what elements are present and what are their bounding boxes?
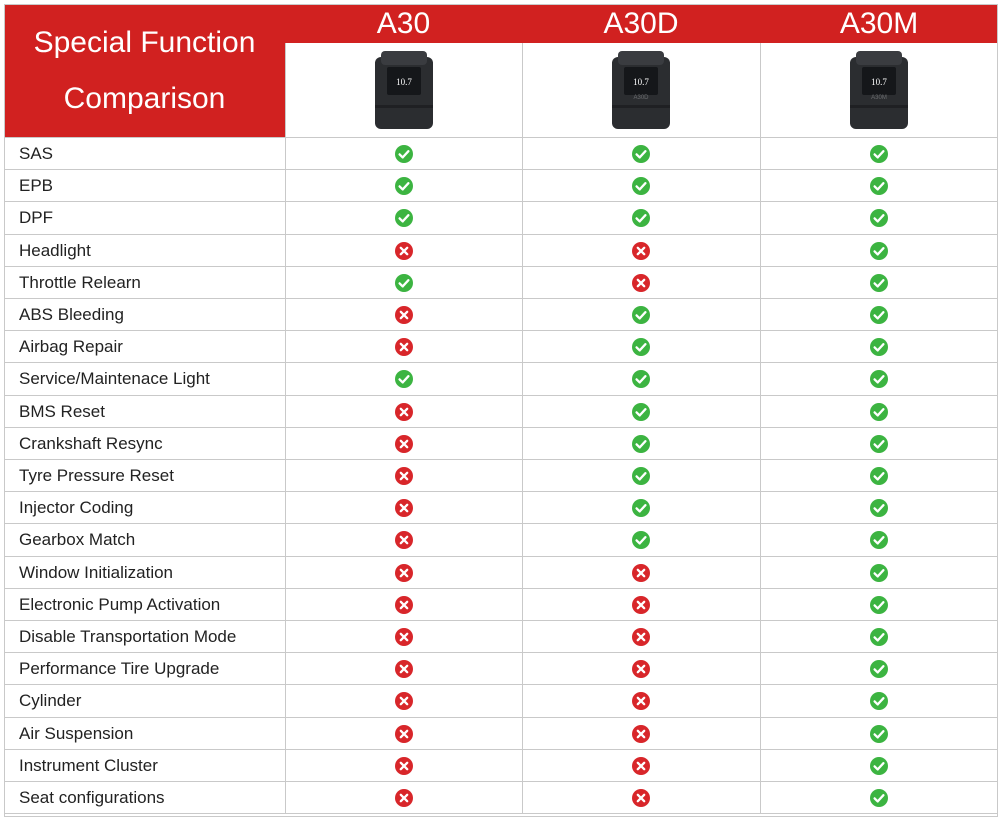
check-icon bbox=[870, 564, 888, 582]
cross-icon bbox=[395, 338, 413, 356]
function-label: BMS Reset bbox=[19, 401, 105, 421]
table-row bbox=[4, 330, 998, 362]
table-row bbox=[4, 395, 998, 427]
check-icon bbox=[395, 370, 413, 388]
table-row bbox=[4, 749, 998, 781]
table-row bbox=[4, 523, 998, 555]
cross-icon bbox=[395, 660, 413, 678]
check-icon bbox=[632, 403, 650, 421]
table-row bbox=[4, 620, 998, 652]
cross-icon bbox=[395, 596, 413, 614]
cross-icon bbox=[632, 564, 650, 582]
device-image-a30m bbox=[848, 49, 910, 131]
table-row bbox=[4, 427, 998, 459]
cross-icon bbox=[632, 725, 650, 743]
table-row bbox=[4, 684, 998, 716]
function-label: Crankshaft Resync bbox=[19, 433, 163, 453]
check-icon bbox=[870, 596, 888, 614]
cross-icon bbox=[395, 789, 413, 807]
cross-icon bbox=[395, 435, 413, 453]
device-screen-text: 10.7 bbox=[395, 77, 412, 87]
function-label: Instrument Cluster bbox=[19, 755, 158, 775]
title-line-2: Comparison bbox=[63, 81, 226, 115]
cross-icon bbox=[632, 660, 650, 678]
check-icon bbox=[870, 499, 888, 517]
cross-icon bbox=[395, 564, 413, 582]
cross-icon bbox=[395, 499, 413, 517]
table-row bbox=[4, 652, 998, 684]
cross-icon bbox=[632, 692, 650, 710]
table-row bbox=[4, 234, 998, 266]
check-icon bbox=[870, 403, 888, 421]
function-label: Service/Maintenace Light bbox=[19, 369, 210, 389]
device-image-a30d bbox=[610, 49, 672, 131]
product-image-cell-a30 bbox=[285, 43, 522, 137]
check-icon bbox=[632, 531, 650, 549]
cross-icon bbox=[632, 789, 650, 807]
check-icon bbox=[632, 467, 650, 485]
cross-icon bbox=[632, 757, 650, 775]
table-row bbox=[4, 298, 998, 330]
check-icon bbox=[870, 177, 888, 195]
check-icon bbox=[870, 242, 888, 260]
check-icon bbox=[870, 370, 888, 388]
device-image-a30 bbox=[373, 49, 435, 131]
function-label: Performance Tire Upgrade bbox=[19, 659, 220, 679]
cross-icon bbox=[395, 628, 413, 646]
check-icon bbox=[395, 209, 413, 227]
table-row bbox=[4, 362, 998, 394]
function-label: Injector Coding bbox=[19, 498, 134, 518]
check-icon bbox=[870, 209, 888, 227]
check-icon bbox=[632, 209, 650, 227]
function-label: Gearbox Match bbox=[19, 530, 136, 550]
table-row bbox=[4, 588, 998, 620]
column-header-a30m: A30M bbox=[839, 6, 919, 40]
function-label: Air Suspension bbox=[19, 723, 134, 743]
function-label: DPF bbox=[19, 208, 53, 228]
table-row bbox=[4, 459, 998, 491]
function-label: Tyre Pressure Reset bbox=[19, 466, 174, 485]
check-icon bbox=[632, 177, 650, 195]
device-model-label: A30M bbox=[871, 95, 887, 101]
cross-icon bbox=[632, 596, 650, 614]
cross-icon bbox=[395, 403, 413, 421]
function-label: EPB bbox=[19, 176, 54, 196]
cross-icon bbox=[395, 757, 413, 775]
table-row bbox=[4, 781, 998, 813]
title-line-1: Special Function bbox=[33, 25, 256, 59]
column-divider bbox=[285, 43, 286, 813]
cross-icon bbox=[395, 467, 413, 485]
check-icon bbox=[632, 435, 650, 453]
check-icon bbox=[870, 145, 888, 163]
table-row bbox=[4, 717, 998, 749]
column-divider bbox=[760, 43, 761, 813]
table-row bbox=[4, 201, 998, 233]
product-image-cell-a30m bbox=[760, 43, 998, 137]
column-header-a30d: A30D bbox=[603, 6, 679, 40]
check-icon bbox=[870, 757, 888, 775]
cross-icon bbox=[395, 242, 413, 260]
table-row bbox=[4, 169, 998, 201]
check-icon bbox=[632, 306, 650, 324]
table-bottom-border bbox=[4, 813, 998, 814]
column-header-a30: A30 bbox=[376, 6, 431, 40]
check-icon bbox=[632, 145, 650, 163]
check-icon bbox=[870, 692, 888, 710]
check-icon bbox=[870, 725, 888, 743]
device-screen-text: 10.7 bbox=[633, 77, 649, 87]
product-image-cell-a30d bbox=[522, 43, 760, 137]
device-screen-text: 10.7 bbox=[871, 77, 887, 87]
table-row bbox=[4, 556, 998, 588]
function-label: Disable Transportation Mode bbox=[19, 627, 237, 646]
function-label: Seat configurations bbox=[19, 788, 165, 807]
table-row bbox=[4, 266, 998, 298]
function-label: Electronic Pump Activation bbox=[19, 594, 221, 614]
check-icon bbox=[870, 531, 888, 549]
function-label: Cylinder bbox=[19, 691, 82, 711]
function-label: Airbag Repair bbox=[19, 337, 123, 357]
table-title bbox=[4, 4, 285, 137]
cross-icon bbox=[395, 725, 413, 743]
function-label: Window Initialization bbox=[19, 562, 174, 582]
check-icon bbox=[395, 274, 413, 292]
cross-icon bbox=[395, 531, 413, 549]
cross-icon bbox=[632, 628, 650, 646]
check-icon bbox=[870, 660, 888, 678]
function-label: Throttle Relearn bbox=[19, 272, 141, 292]
function-label: SAS bbox=[19, 144, 54, 163]
cross-icon bbox=[632, 242, 650, 260]
check-icon bbox=[870, 435, 888, 453]
check-icon bbox=[870, 467, 888, 485]
device-model-label: A30D bbox=[633, 95, 649, 101]
function-label: Headlight bbox=[19, 240, 91, 260]
check-icon bbox=[870, 789, 888, 807]
function-label: ABS Bleeding bbox=[19, 305, 124, 324]
check-icon bbox=[395, 145, 413, 163]
check-icon bbox=[632, 499, 650, 517]
check-icon bbox=[632, 370, 650, 388]
check-icon bbox=[395, 177, 413, 195]
table-row bbox=[4, 137, 998, 169]
check-icon bbox=[870, 306, 888, 324]
check-icon bbox=[870, 628, 888, 646]
column-divider bbox=[522, 43, 523, 813]
check-icon bbox=[870, 338, 888, 356]
check-icon bbox=[870, 274, 888, 292]
cross-icon bbox=[395, 692, 413, 710]
cross-icon bbox=[395, 306, 413, 324]
check-icon bbox=[632, 338, 650, 356]
cross-icon bbox=[632, 274, 650, 292]
table-row bbox=[4, 491, 998, 523]
